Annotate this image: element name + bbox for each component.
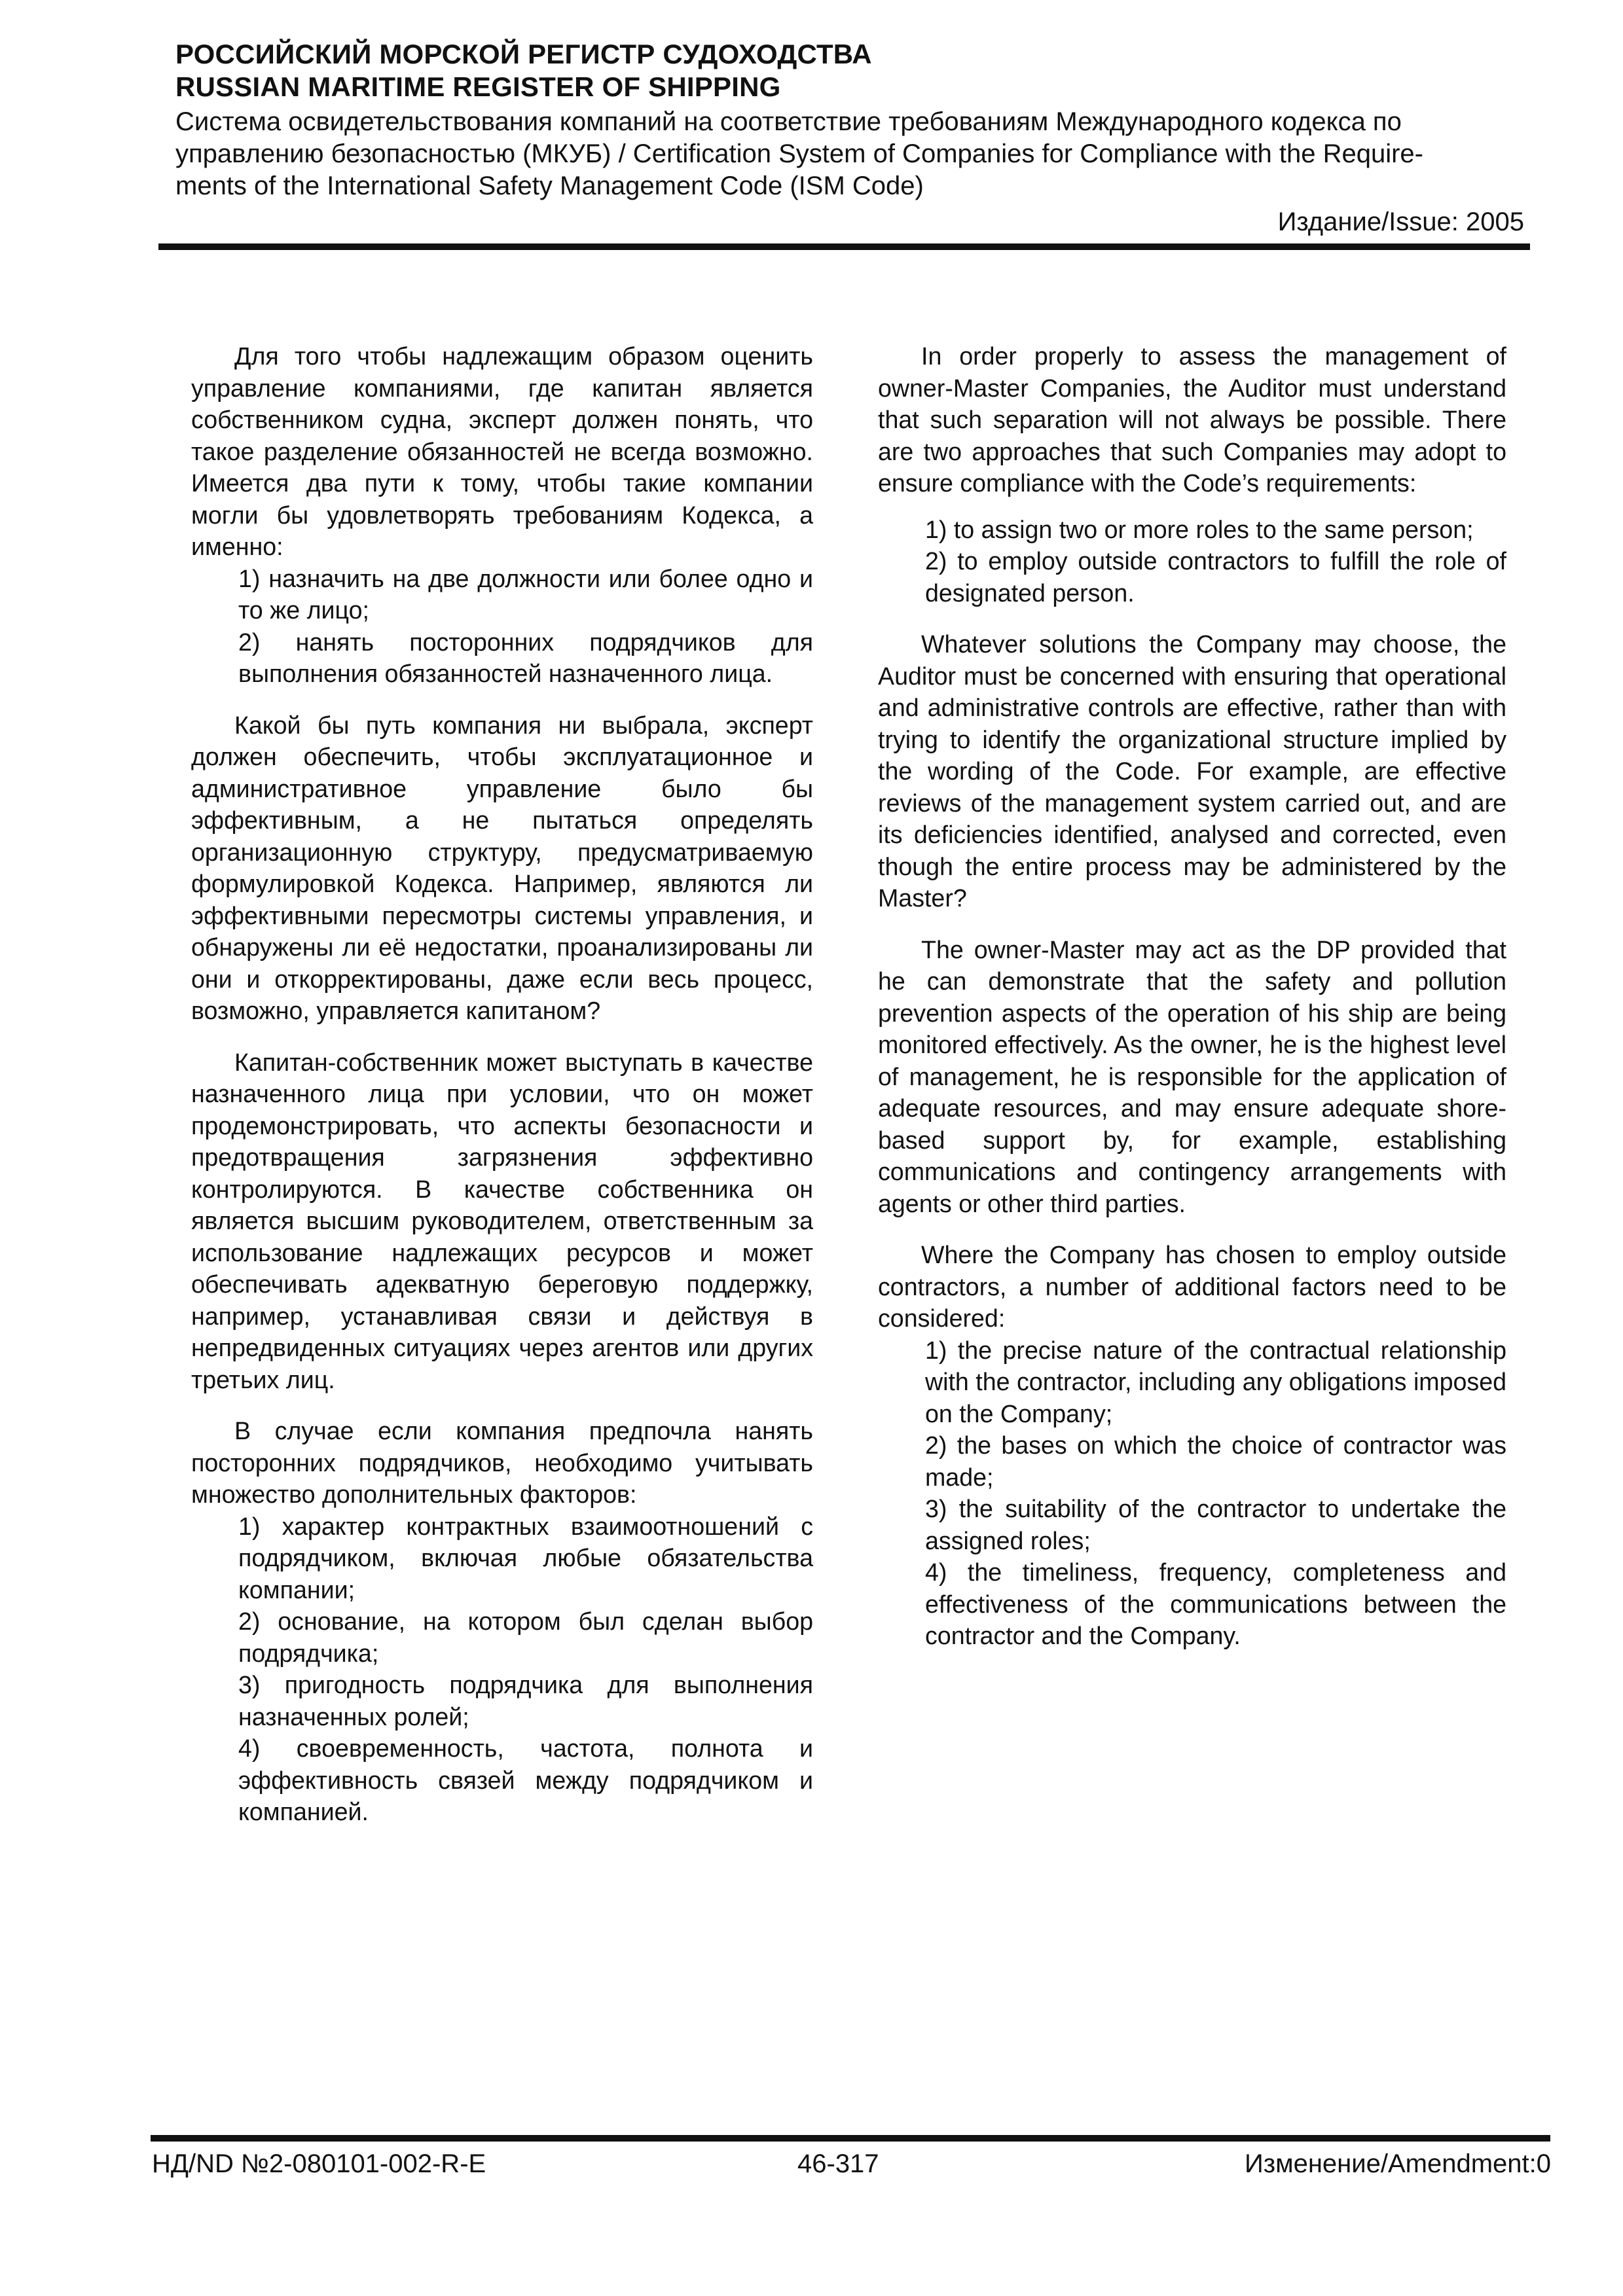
ru-list-2 [191, 1511, 813, 1828]
header-system-line-3: ments of the International Safety Management Code (ISM Code) [175, 171, 924, 200]
list-item: 1) to assign two or more roles to the same person; [925, 515, 1474, 543]
list-item: 2) the bases on which the choice of contractor was made; [925, 1431, 1506, 1491]
list-item: 3) пригодность подрядчика для выполнения назначенных ролей; [238, 1671, 813, 1731]
list-item: 4) своевременность, частота, полнота и эффективность связей между подрядчиком и компанией. [238, 1734, 813, 1825]
ru-list-1 [191, 563, 813, 690]
en-list-2 [878, 1335, 1506, 1652]
ru-paragraph-3: Капитан-собственник может выступать в качестве назначенного лица при условии, что он может продемонстрировать, что аспекты безопасности и предотвращения загрязнения эффективно контролируются. В качестве собственника он является высшим руководителем, ответственным за использование надлежащих ресурсов и может обеспечивать адекватную береговую поддержку, например, устанавливая связи и действуя в непредвиденных ситуациях через агентов или других третьих лиц. [191, 1048, 813, 1393]
en-paragraph-4: Where the Company has chosen to employ outside contractors, a number of additional factors need to be considered: [878, 1241, 1506, 1332]
ru-paragraph-2: Какой бы путь компания ни выбрала, эксперт должен обеспечить, чтобы эксплуатационное и административное управление было бы эффективным, а не пытаться определять организационную структуру, предусматриваемую формулировкой Кодекса. Например, являются ли эффективными пересмотры системы управления, и обнаружены ли её недостатки, проанализированы ли они и откорректированы, даже если весь процесс, возможно, управляется капитаном? [191, 711, 813, 1024]
english-column [878, 340, 1506, 1652]
list-item: 4) the timeliness, frequency, completeness and effectiveness of the communications between the contractor and the Company. [925, 1558, 1506, 1649]
list-item: 2) to employ outside contractors to fulfill the role of designated person. [925, 547, 1506, 607]
list-item: 3) the suitability of the contractor to undertake the assigned roles; [925, 1495, 1506, 1554]
footer-divider [151, 2135, 1550, 2142]
footer-doc-number: НД/ND №2-080101-002-R-E [152, 2149, 486, 2178]
header-system-line-2: управлению безопасностью (МКУБ) / Certification System of Companies for Compliance with the Require- [175, 139, 1423, 168]
header-issue: Издание/Issue: 2005 [1277, 207, 1524, 236]
list-item: 2) основание, на котором был сделан выбор подрядчика; [238, 1607, 813, 1667]
footer-amendment: Изменение/Amendment:0 [1245, 2149, 1551, 2178]
russian-column [191, 340, 813, 1828]
header-system-title [175, 106, 1524, 202]
en-list-1 [878, 514, 1506, 609]
en-paragraph-1: In order properly to assess the management of owner-Master Companies, the Auditor must understand that such separation will not always be possible. There are two approaches that such Companies may adopt to ensure compliance with the Code’s requirements: [878, 342, 1506, 497]
en-paragraph-2: Whatever solutions the Company may choose, the Auditor must be concerned with ensuring that operational and administrative controls are effective, rather than with trying to identify the organizational structure implied by the wording of the Code. For example, are effective reviews of the management system carried out, and are its deficiencies identified, analysed and corrected, even though the entire process may be administered by the Master? [878, 630, 1506, 912]
list-item: 1) характер контрактных взаимоотношений с подрядчиком, включая любые обязательства компании; [238, 1512, 813, 1604]
page-header [175, 38, 1524, 238]
list-item: 1) назначить на две должности или более одно и то же лицо; [238, 564, 813, 624]
header-title-ru: РОССИЙСКИЙ МОРСКОЙ РЕГИСТР СУДОХОДСТВА [175, 39, 872, 69]
header-title-en: RUSSIAN MARITIME REGISTER OF SHIPPING [175, 71, 781, 102]
ru-paragraph-1: Для того чтобы надлежащим образом оценить управление компаниями, где капитан является собственником судна, эксперт должен понять, что такое разделение обязанностей не всегда возможно. Имеется два пути к тому, чтобы такие компании могли бы удовлетворять требованиям Кодекса, а именно: [191, 342, 813, 560]
footer-page-number: 46-317 [797, 2149, 879, 2178]
list-item: 2) нанять посторонних подрядчиков для выполнения обязанностей назначенного лица. [238, 628, 813, 687]
ru-paragraph-4: В случае если компания предпочла нанять посторонних подрядчиков, необходимо учитывать множество дополнительных факторов: [191, 1417, 813, 1508]
header-divider [158, 243, 1530, 250]
header-system-line-1: Система освидетельствования компаний на соответствие требованиям Международного кодекса по [175, 107, 1402, 136]
list-item: 1) the precise nature of the contractual relationship with the contractor, including any obligations imposed on the Company; [925, 1336, 1506, 1427]
en-paragraph-3: The owner-Master may act as the DP provided that he can demonstrate that the safety and pollution prevention aspects of the operation of his ship are being monitored effectively. As the owner, he is the highest level of management, he is responsible for the application of adequate resources, and may ensure adequate shore-based support by, for example, establishing communications and contingency arrangements with agents or other third parties. [878, 935, 1506, 1217]
